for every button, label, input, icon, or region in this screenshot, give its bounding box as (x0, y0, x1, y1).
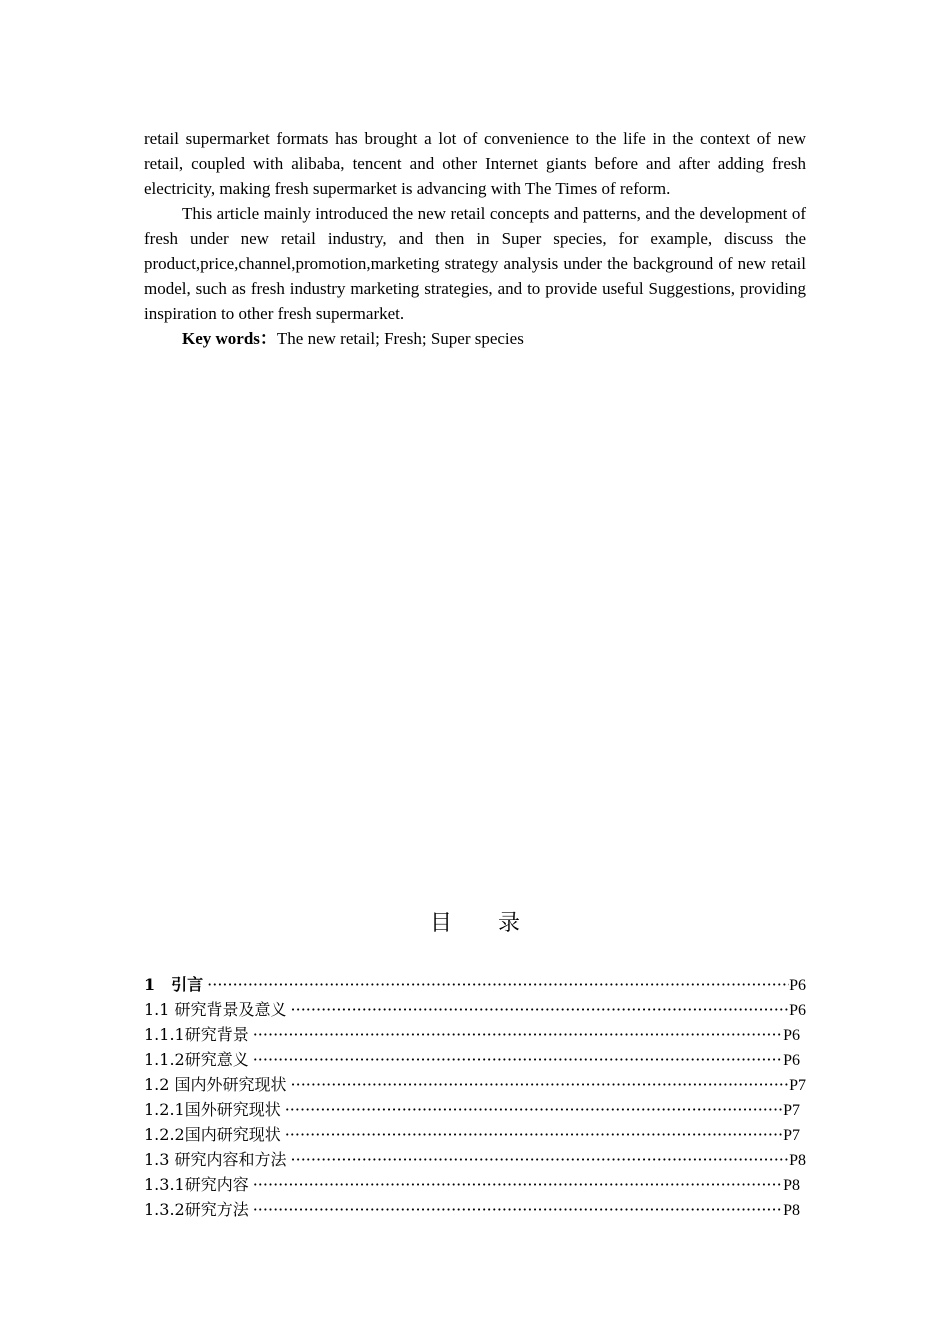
toc-entry-page: P7 (789, 1077, 806, 1094)
toc-leader-dots (253, 1197, 783, 1222)
toc-entry[interactable] (144, 1072, 806, 1097)
toc-leader-dots (207, 972, 789, 997)
toc-entry-page: P8 (789, 1152, 806, 1169)
toc-entry-label: 1.1.2研究意义 (144, 1050, 249, 1069)
toc-entry-label: 1.2.1国外研究现状 (144, 1100, 281, 1119)
toc-leader-dots (285, 1097, 783, 1122)
toc-title: 目录 (429, 911, 566, 936)
toc-leader-dots (291, 1147, 790, 1172)
toc-entry[interactable] (144, 1122, 800, 1147)
toc-entry[interactable] (144, 1147, 806, 1172)
toc-entry-label: 1.3 研究内容和方法 (144, 1150, 287, 1169)
toc-leader-dots (253, 1172, 783, 1197)
table-of-contents (144, 972, 806, 1222)
toc-entry[interactable] (144, 972, 806, 997)
toc-entry-page: P6 (783, 1027, 800, 1044)
toc-entry-page: P6 (789, 1002, 806, 1019)
keywords-line (144, 326, 806, 351)
toc-entry-label: 1.2 国内外研究现状 (144, 1075, 287, 1094)
toc-entry[interactable] (144, 1197, 800, 1222)
toc-leader-dots (285, 1122, 783, 1147)
toc-entry-page: P7 (783, 1102, 800, 1119)
toc-entry-page: P8 (783, 1177, 800, 1194)
toc-leader-dots (291, 997, 790, 1022)
abstract-section (144, 126, 806, 351)
toc-entry[interactable] (144, 1047, 800, 1072)
toc-leader-dots (253, 1022, 783, 1047)
toc-entry-page: P8 (783, 1202, 800, 1219)
toc-entry-page: P6 (783, 1052, 800, 1069)
toc-entry-label: 1 引言 (144, 975, 204, 994)
toc-entry[interactable] (144, 1097, 800, 1122)
keywords-label: Key words： (182, 329, 277, 348)
keywords-text: The new retail; Fresh; Super species (276, 329, 524, 348)
toc-entry-page: P6 (789, 977, 806, 994)
abstract-paragraph-2: This article mainly introduced the new retail concepts and patterns, and the development of fresh under new retail industry, and then in Super species, for example, discuss the product,price,channel,promotion,marketing strategy analysis under the background of new retail model, such as fresh industry marketing strategies, and to provide useful Suggestions, providing inspiration to other fresh supermarket. (144, 204, 806, 323)
toc-entry-page: P7 (783, 1127, 800, 1144)
toc-entry-label: 1.2.2国内研究现状 (144, 1125, 281, 1144)
toc-entry-label: 1.1 研究背景及意义 (144, 1000, 287, 1019)
toc-leader-dots (291, 1072, 790, 1097)
toc-entry[interactable] (144, 1172, 800, 1197)
toc-entry[interactable] (144, 997, 806, 1022)
toc-leader-dots (253, 1047, 783, 1072)
toc-entry-label: 1.1.1研究背景 (144, 1025, 249, 1044)
toc-entry-label: 1.3.1研究内容 (144, 1175, 249, 1194)
abstract-paragraph-1: retail supermarket formats has brought a lot of convenience to the life in the context of new retail, coupled with alibaba, tencent and other Internet giants before and after adding fresh electricity, making fresh supermarket is advancing with The Times of reform. (144, 129, 806, 198)
toc-entry-label: 1.3.2研究方法 (144, 1200, 249, 1219)
toc-entry[interactable] (144, 1022, 800, 1047)
